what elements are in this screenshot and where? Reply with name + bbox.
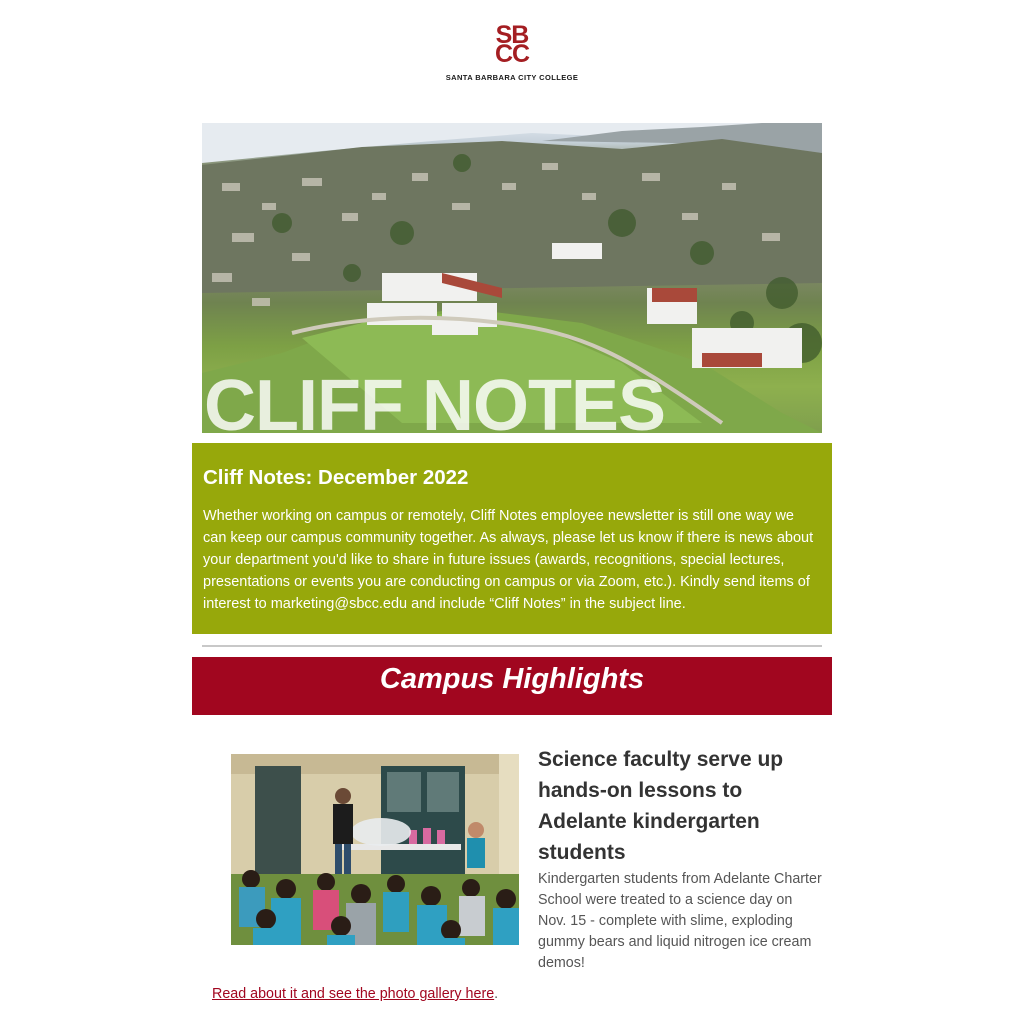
hero-overlay-title: CLIFF NOTES	[204, 366, 665, 433]
hero-image	[202, 123, 822, 433]
logo-mark: SB CC	[494, 21, 530, 68]
section-banner-title: Campus Highlights	[379, 663, 645, 695]
story-photo-illustration	[231, 754, 519, 945]
intro-body: Whether working on campus or remotely, Cliff Notes employee newsletter is still one way we can keep our campus community together. As always, please let us know if there is news about your department you'd like to share in future issues (awards, recognitions, special lectures, presentations or events you are conducting on campus or via Zoom, etc.). Kindly send items of interest to marketing@sbcc.edu and include “Cliff Notes” in the subject line.	[203, 508, 814, 612]
section-banner	[192, 657, 832, 715]
intro-panel	[192, 443, 832, 634]
story-link-row	[212, 984, 832, 1004]
story-gallery-link[interactable]: Read about it and see the photo gallery here	[212, 986, 495, 1002]
story-link-suffix: .	[494, 986, 499, 1002]
intro-heading: Cliff Notes: December 2022	[203, 466, 469, 489]
story-body: Kindergarten students from Adelante Charter School were treated to a science day on Nov. 15 - complete with slime, exploding gummy bears and liquid nitrogen ice cream demos!	[538, 871, 822, 971]
section-divider	[202, 645, 822, 647]
sbcc-logo[interactable]	[0, 21, 1024, 82]
story-title[interactable]: Science faculty serve up hands-on lessons to Adelante kindergarten students	[538, 748, 784, 864]
logo-subtitle: SANTA BARBARA CITY COLLEGE	[445, 73, 579, 82]
story-photo[interactable]	[231, 754, 519, 945]
